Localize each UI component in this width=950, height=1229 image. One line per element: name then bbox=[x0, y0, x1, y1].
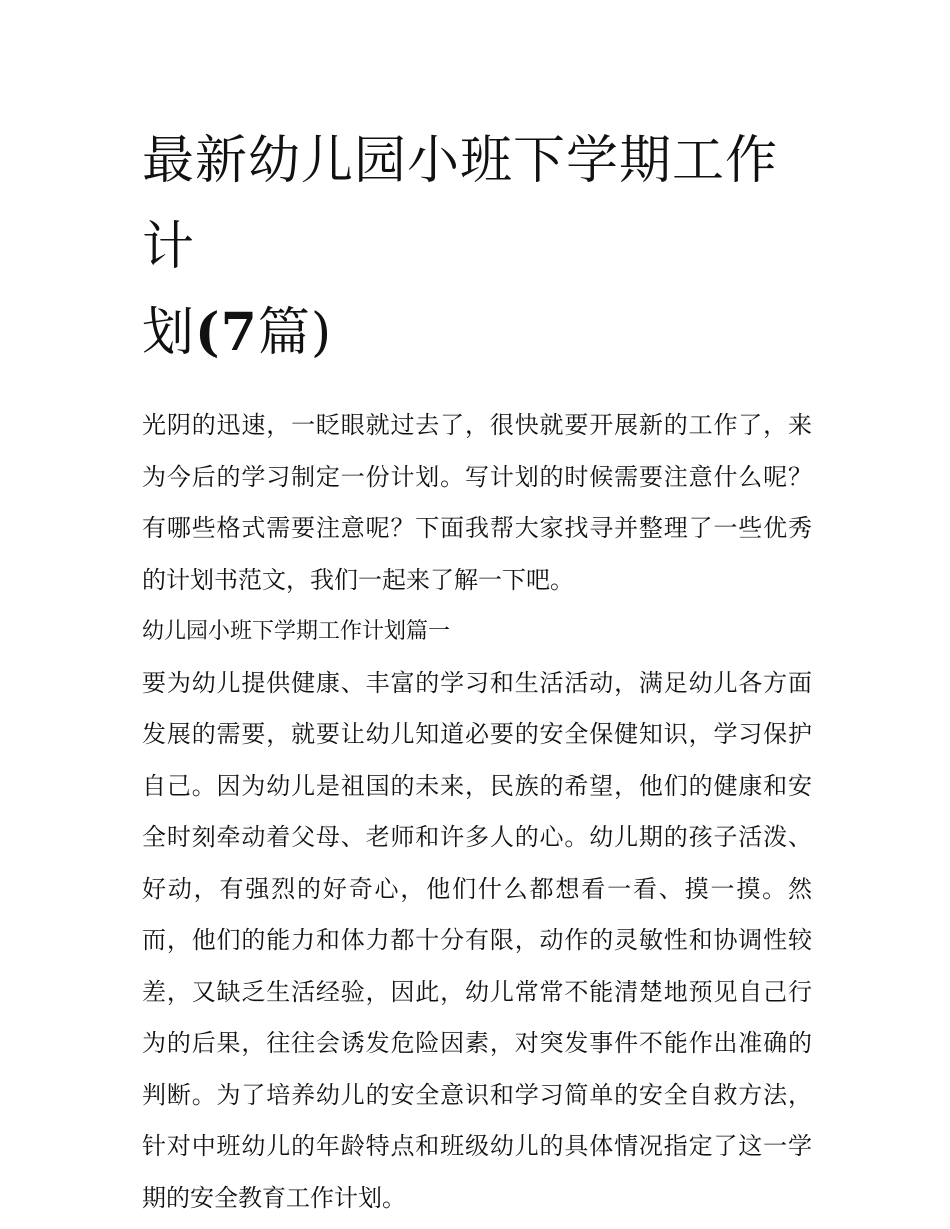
document-content bbox=[142, 118, 812, 1224]
title-line-2-suffix: 篇) bbox=[257, 303, 333, 363]
document-title bbox=[142, 118, 812, 376]
intro-paragraph: 光阴的迅速，一眨眼就过去了，很快就要开展新的工作了，来为今后的学习制定一份计划。写计划的时候需要注意什么呢？有哪些格式需要注意呢？下面我帮大家找寻并整理了一些优秀的计划书范文，我们一起来了解一下吧。 bbox=[142, 411, 812, 594]
section-heading: 幼儿园小班下学期工作计划篇一 bbox=[142, 619, 451, 644]
title-line-2-prefix: 划 bbox=[142, 303, 196, 363]
body-paragraph: 要为幼儿提供健康、丰富的学习和生活活动，满足幼儿各方面发展的需要，就要让幼儿知道必要的安全保健知识，学习保护自己。因为幼儿是祖国的未来，民族的希望，他们的健康和安全时刻牵动着父母、老师和许多人的心。幼儿期的孩子活泼、好动，有强烈的好奇心，他们什么都想看一看、摸一摸。然而，他们的能力和体力都十分有限，动作的灵敏性和协调性较差，又缺乏生活经验，因此，幼儿常常不能清楚地预见自己行为的后果，往往会诱发危险因素，对突发事件不能作出准确的判断。为了培养幼儿的安全意识和学习简单的安全自救方法，针对中班幼儿的年龄特点和班级幼儿的具体情况指定了这一学期的安全教育工作计划。 bbox=[142, 668, 812, 1212]
title-line-2-number: (7 bbox=[195, 302, 258, 363]
title-line-1: 最新幼儿园小班下学期工作计 bbox=[142, 131, 779, 277]
